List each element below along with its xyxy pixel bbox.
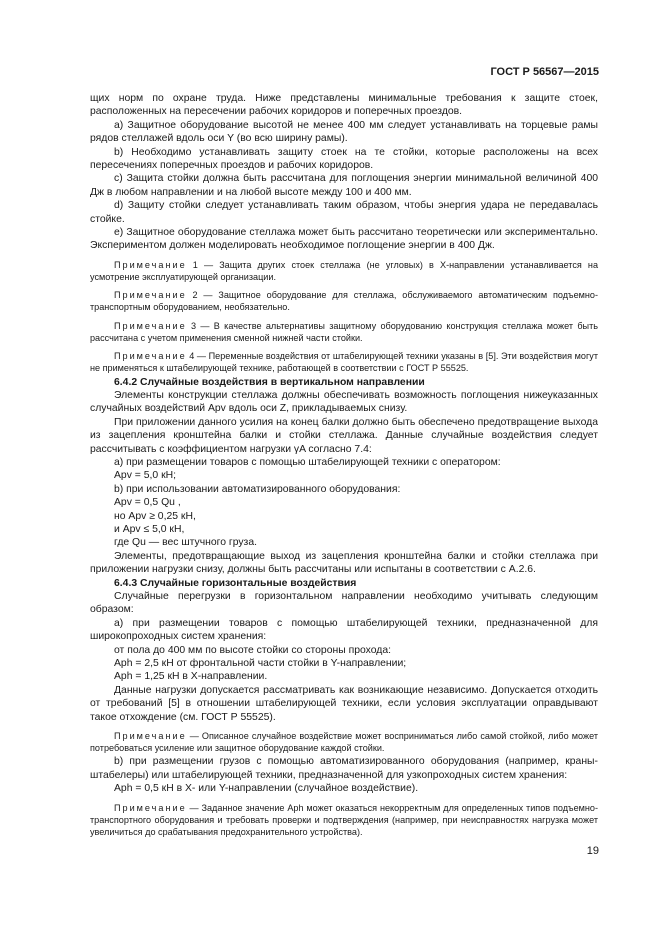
paragraph: Случайные перегрузки в горизонтальном направлении необходимо учитывать следующим образом: [90,591,598,616]
formula: Apv = 5,0 кН; [114,470,177,482]
formula: но Apv ≥ 0,25 кН, [114,510,196,522]
list-item-e: e) Защитное оборудование стеллажа может быть рассчитано теоретически или экспериментально. Экспериментом должен моделировать необходимое поглощение энергии в 400 Дж. [90,227,598,252]
formula: Apv = 0,5 Qu , [114,497,181,509]
list-item: а) при размещении товаров с помощью штабелирующей техники, предназначенной для широкопроходных систем хранения: [90,617,598,643]
paragraph: При приложении данного усилия на конец балки должно быть обеспечено предотвращение выхода из зацепления кронштейна балки и стойки стеллажа. Данные случайные воздействия следует рассчитывать с коэффициентом нагрузки γA согласно 7.4: [90,416,598,455]
note-5 [90,730,598,754]
formula-legend: где Qu — вес штучного груза. [114,537,257,549]
paragraph: Данные нагрузки допускается рассматривать как возникающие независимо. Допускается отходить от требований [5] в отношении штабелирующей техники, если условия эксплуатации оправдывают такое отхождение (см. ГОСТ Р 55525). [90,684,598,723]
note-4 [90,350,598,374]
note-text: 2 — Защитное оборудование для стеллажа, обслуживаемого автоматическим подъемно-транспортным оборудованием, необязательно. [90,290,598,313]
note-label: Примечание [114,731,187,742]
list-item: b) при размещении грузов с помощью автоматизированного оборудования (например, краны-штабелеры) или штабелирующей техники, предназначенной для узкопроходных систем хранения: [90,756,598,781]
paragraph: Элементы конструкции стеллажа должны обеспечивать возможность поглощения нижеуказанных случайных воздействий Apv вдоль оси Z, прикладываемых снизу. [90,389,598,415]
note-text: — Описанное случайное воздействие может восприниматься либо самой стойкой, либо может потребоваться усиление или защитное оборудование каждой стойки. [90,731,598,754]
paragraph: щих норм по охране труда. Ниже представлены минимальные требования к защите стоек, расположенных на пересечении рабочих коридоров и поперечных проездов. [90,93,598,118]
paragraph: Элементы, предотвращающие выход из зацепления кронштейна балки и стойки стеллажа при приложении нагрузки снизу, должны быть рассчитаны или испытаны в соответствии с А.2.6. [90,550,598,576]
section-heading-6-4-3: 6.4.3 Случайные горизонтальные воздействия [114,577,357,589]
list-item-a: а) Защитное оборудование высотой не менее 400 мм следует устанавливать на торцевые рамы рядов стеллажей вдоль оси Y (во всю ширину рамы). [90,119,598,145]
page-number: 19 [586,845,599,857]
note-label: Примечание [114,351,187,362]
note-text: 3 — В качестве альтернативы защитному оборудованию конструкция стеллажа может быть рассчитана с учетом применения сменной нижней части стойки. [90,320,598,343]
document-id-header: ГОСТ Р 56567—2015 [490,66,599,78]
formula: Aph = 1,25 кН в X-направлении. [114,671,268,683]
note-label: Примечание [114,290,187,301]
formula: Aph = 2,5 кН от фронтальной части стойки в Y-направлении; [114,658,407,670]
note-6 [90,802,598,839]
body-text [90,92,598,839]
note-text: — Заданное значение Aph может оказаться некорректным для определенных типов подъемно-транспортного оборудования и требовать проверки и подтверждения (например, при неисправностях нагрузка может увеличиться до срабатывания предохранительного устройства). [90,802,598,838]
note-label: Примечание [114,802,187,813]
list-item-d: d) Защиту стойки следует устанавливать таким образом, чтобы энергия удара не передавалась стойке. [90,200,598,225]
note-text: 4 — Переменные воздействия от штабелирующей техники указаны в [5]. Эти воздействия могут не применяться к штабелирующей технике, работающей в соответствии с ГОСТ Р 55525. [90,351,598,374]
section-heading-6-4-2: 6.4.2 Случайные воздействия в вертикальном направлении [114,376,425,388]
note-label: Примечание [114,320,187,331]
list-item: b) при использовании автоматизированного оборудования: [114,483,401,495]
list-item: а) при размещении товаров с помощью штабелирующей техники с оператором: [114,456,501,468]
formula: и Apv ≤ 5,0 кН, [114,523,185,535]
note-3 [90,320,598,344]
note-1 [90,259,598,283]
list-item-c: c) Защита стойки должна быть рассчитана для поглощения энергии минимальной величиной 400 Дж в любом направлении и на любой высоте между 100 и 400 мм. [90,173,598,198]
note-2 [90,289,598,313]
note-text: 1 — Защита других стоек стеллажа (не угловых) в X-направлении устанавливается на усмотрение эксплуатирующей организации. [90,259,598,283]
formula: Aph = 0,5 кН в X- или Y-направлении (случайное воздействие). [114,783,419,795]
paragraph: от пола до 400 мм по высоте стойки со стороны прохода: [114,644,392,656]
list-item-b: b) Необходимо устанавливать защиту стоек на те стойки, которые расположены на всех пересечениях поперечных проездов и рабочих коридоров. [90,146,598,172]
note-label: Примечание [114,259,187,270]
